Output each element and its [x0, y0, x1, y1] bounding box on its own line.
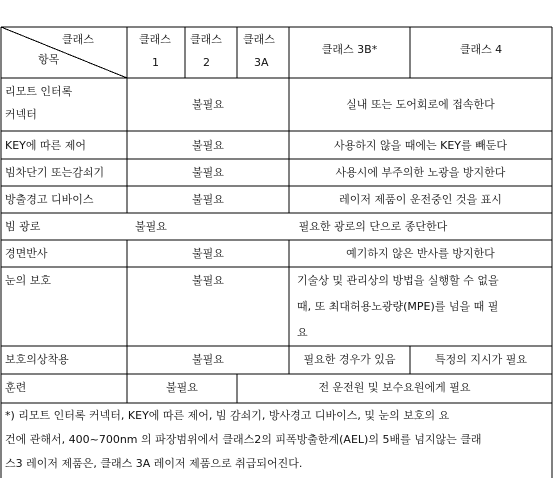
header-class2-num: 2 [203, 56, 210, 69]
header-item-label: 항목 [38, 53, 60, 66]
header-class2-name: 클래스 [190, 33, 222, 46]
row-item-emission-warning: 방출경고 디바이스 [5, 193, 94, 206]
header-class-label: 클래스 [62, 33, 94, 46]
row-eye-protection-high-class-line2: 때, 또 최대허용노광량(MPE)를 넘을 때 필 [297, 300, 499, 313]
header-class1-num: 1 [152, 56, 159, 69]
row-protective-clothing-low-class: 불필요 [192, 353, 224, 366]
row-item-remote-interlock-line1: 리모트 인터록 [5, 85, 73, 98]
row-item-key-control: KEY에 따른 제어 [5, 139, 87, 152]
row-beam-path-high-class: 필요한 광로의 단으로 종단한다 [298, 220, 448, 233]
footnote-line3: 스3 레이저 제품은, 클래스 3A 레이저 제품으로 취급되어진다. [5, 457, 303, 470]
footnote-line1: *) 리모트 인터록 커넥터, KEY에 따른 제어, 빔 감쇠기, 방사경고 디바이스, 및 눈의 보호의 요 [5, 409, 450, 422]
header-class4: 클래스 4 [459, 43, 503, 56]
row-item-beam-stop: 빔차단기 또는감쇠기 [5, 166, 105, 179]
row-specular-reflection-high-class: 예기하지 않은 반사를 방지한다 [346, 247, 495, 260]
row-item-beam-path: 빔 광로 [5, 220, 41, 233]
row-item-protective-clothing: 보호의상착용 [5, 353, 69, 366]
row-item-eye-protection: 눈의 보호 [5, 274, 52, 287]
row-remote-interlock-high-class: 실내 또는 도어회로에 접속한다 [346, 98, 495, 111]
row-item-training: 훈련 [5, 381, 27, 394]
row-beam-stop-low-class: 불필요 [192, 166, 224, 179]
row-eye-protection-high-class-line1: 기술상 및 관리상의 방법을 실행할 수 없을 [297, 274, 499, 287]
header-class3a-name: 클래스 [243, 33, 275, 46]
header-class3b: 클래스 3B* [321, 43, 378, 56]
row-eye-protection-high-class-line3: 요 [297, 326, 308, 339]
header-class1-name: 클래스 [139, 33, 171, 46]
row-item-remote-interlock-line2: 커넥터 [5, 108, 37, 121]
row-emission-warning-low-class: 불필요 [192, 193, 224, 206]
row-key-control-high-class: 사용하지 않을 때에는 KEY를 빼둔다 [333, 139, 507, 152]
row-training-high-class: 전 운전원 및 보수요원에게 필요 [318, 381, 471, 394]
header-class3a-num: 3A [254, 56, 269, 69]
row-protective-clothing-class4: 특정의 지시가 필요 [434, 353, 527, 366]
row-beam-stop-high-class: 사용시에 부주의한 노광을 방지한다 [335, 166, 506, 179]
row-protective-clothing-class3b: 필요한 경우가 있음 [303, 353, 396, 366]
footnote-line2: 건에 관해서, 400~700nm 의 파장범위에서 클래스2의 피폭방출한계(AEL)의 5배를 넘지않는 클래 [5, 433, 482, 446]
row-beam-path-low-class: 불필요 [135, 220, 167, 233]
row-eye-protection-low-class: 불필요 [192, 274, 224, 287]
row-emission-warning-high-class: 레이저 제품이 운전중인 것을 표시 [339, 193, 502, 206]
row-specular-reflection-low-class: 불필요 [192, 247, 224, 260]
row-remote-interlock-low-class: 불필요 [192, 98, 224, 111]
row-item-specular-reflection: 경면반사 [5, 247, 48, 260]
row-key-control-low-class: 불필요 [192, 139, 224, 152]
row-training-low-class: 불필요 [166, 381, 198, 394]
